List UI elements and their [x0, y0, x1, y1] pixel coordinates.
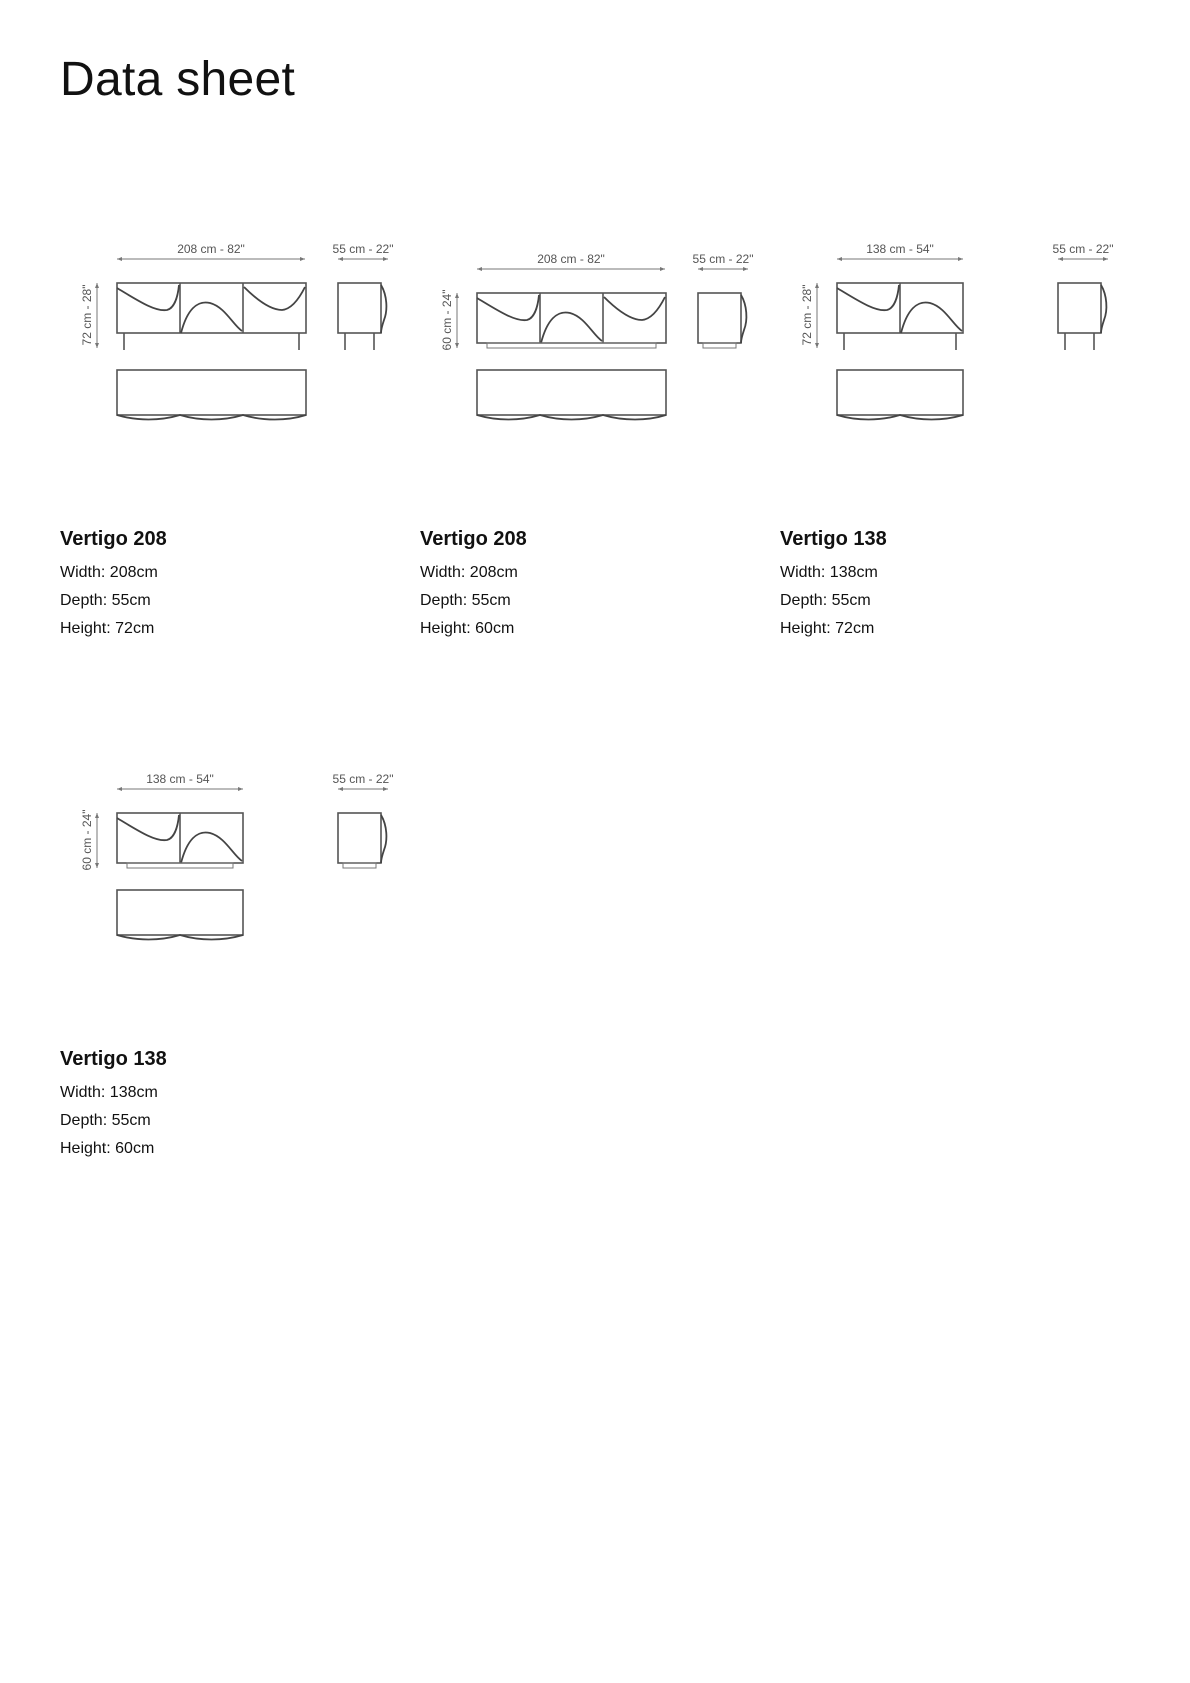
- product-spec-vertigo-208-60: [420, 528, 740, 643]
- door-wave: [541, 312, 602, 343]
- side-profile-wave: [381, 815, 386, 863]
- side-view-body: [1058, 283, 1101, 333]
- top-view-body: [477, 370, 666, 415]
- product-width: Width: 208cm: [420, 564, 518, 581]
- depth-dimension-label: 55 cm - 22": [332, 242, 394, 256]
- depth-dimension-label: 55 cm - 22": [692, 252, 754, 266]
- top-view-body: [117, 890, 243, 935]
- height-dimension-label: 60 cm - 24": [80, 809, 94, 871]
- technical-drawing-vertigo-208-legs: [75, 240, 405, 420]
- depth-dimension-label: 55 cm - 22": [1052, 242, 1114, 256]
- page-title: Data sheet: [60, 53, 296, 106]
- product-name: Vertigo 138: [780, 528, 887, 550]
- top-view-body: [117, 370, 306, 415]
- height-dimension-label: 72 cm - 28": [80, 284, 94, 346]
- door-wave: [477, 295, 539, 320]
- door-wave: [604, 297, 665, 320]
- side-view-body: [338, 813, 381, 863]
- product-depth: Depth: 55cm: [60, 592, 151, 609]
- product-height: Height: 60cm: [60, 1140, 155, 1157]
- door-wave: [181, 832, 242, 863]
- product-name: Vertigo 138: [60, 1048, 167, 1070]
- width-dimension-label: 138 cm - 54": [146, 772, 214, 786]
- product-spec-vertigo-138-72: [780, 528, 1100, 643]
- side-view-body: [338, 283, 381, 333]
- door-wave: [117, 815, 179, 840]
- door-wave: [117, 285, 179, 310]
- product-name: Vertigo 208: [60, 528, 167, 550]
- side-profile-wave: [1101, 285, 1106, 333]
- width-dimension-label: 208 cm - 82": [177, 242, 245, 256]
- product-depth: Depth: 55cm: [780, 592, 871, 609]
- technical-drawing-vertigo-138-legs: [795, 240, 1125, 420]
- product-height: Height: 72cm: [60, 620, 155, 637]
- front-view-body: [117, 283, 306, 333]
- technical-drawing-vertigo-138-plinth: [75, 770, 405, 940]
- product-width: Width: 208cm: [60, 564, 158, 581]
- product-height: Height: 72cm: [780, 620, 875, 637]
- depth-dimension-label: 55 cm - 22": [332, 772, 394, 786]
- door-wave: [837, 285, 899, 310]
- product-depth: Depth: 55cm: [60, 1112, 151, 1129]
- door-wave: [901, 302, 962, 333]
- product-name: Vertigo 208: [420, 528, 527, 550]
- door-wave: [244, 287, 305, 310]
- product-spec-vertigo-138-60: [60, 1048, 380, 1163]
- width-dimension-label: 138 cm - 54": [866, 242, 934, 256]
- width-dimension-label: 208 cm - 82": [537, 252, 605, 266]
- front-view-body: [477, 293, 666, 343]
- product-height: Height: 60cm: [420, 620, 515, 637]
- product-depth: Depth: 55cm: [420, 592, 511, 609]
- height-dimension-label: 72 cm - 28": [800, 284, 814, 346]
- height-dimension-label: 60 cm - 24": [440, 289, 454, 351]
- side-view-body: [698, 293, 741, 343]
- product-width: Width: 138cm: [780, 564, 878, 581]
- product-width: Width: 138cm: [60, 1084, 158, 1101]
- door-wave: [181, 302, 242, 333]
- technical-drawing-vertigo-208-plinth: [435, 250, 765, 420]
- top-view-body: [837, 370, 963, 415]
- product-spec-vertigo-208-72: [60, 528, 380, 643]
- side-profile-wave: [741, 295, 746, 343]
- side-profile-wave: [381, 285, 386, 333]
